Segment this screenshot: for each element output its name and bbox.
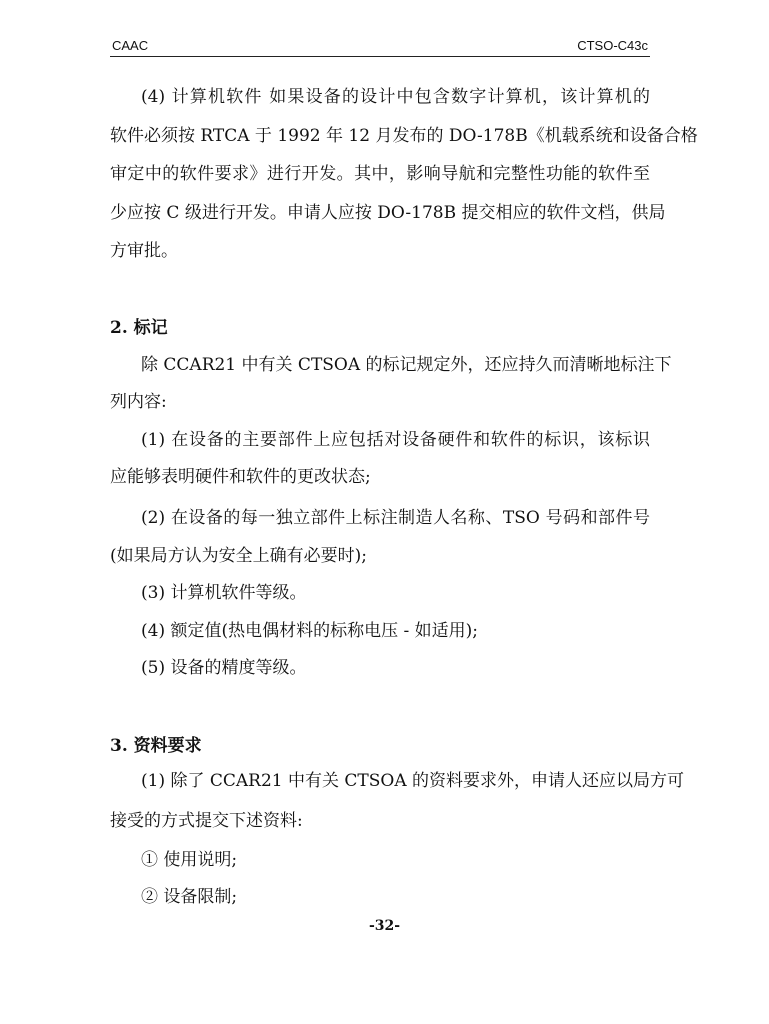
software-para-line-4: 少应按 C 级进行开发。申请人应按 DO-178B 提交相应的软件文档，供局 xyxy=(110,203,666,223)
section-2-item-2-line-2: (如果局方认为安全上确有必要时); xyxy=(110,546,367,566)
section-2-item-1-line-1: (1) 在设备的主要部件上应包括对设备硬件和软件的标识，该标识 xyxy=(141,430,650,450)
section-2-item-2-line-1: (2) 在设备的每一独立部件上标注制造人名称、TSO 号码和部件号 xyxy=(141,508,650,528)
section-2-intro-line-2: 列内容: xyxy=(110,392,167,412)
software-para-line-5: 方审批。 xyxy=(110,241,178,261)
page-header xyxy=(110,38,650,57)
software-para-line-2: 软件必须按 RTCA 于 1992 年 12 月发布的 DO-178B《机载系统和设备合格 xyxy=(110,126,698,146)
page-number: -32- xyxy=(368,918,401,934)
header-left: CAAC xyxy=(112,38,149,53)
section-3-subitem-2: ② 设备限制; xyxy=(141,887,238,907)
section-2-item-4: (4) 额定值(热电偶材料的标称电压 - 如适用); xyxy=(141,621,479,641)
section-2-item-3: (3) 计算机软件等级。 xyxy=(141,583,307,603)
section-2-item-1-line-2: 应能够表明硬件和软件的更改状态; xyxy=(110,467,371,487)
software-para-line-1: (4) 计算机软件 如果设备的设计中包含数字计算机，该计算机的 xyxy=(141,87,650,107)
header-right: CTSO-C43c xyxy=(577,38,648,53)
software-para-line-3: 审定中的软件要求》进行开发。其中，影响导航和完整性功能的软件至 xyxy=(110,164,650,184)
section-2-item-5: (5) 设备的精度等级。 xyxy=(141,658,307,678)
section-3-item-1-line-1: (1) 除了 CCAR21 中有关 CTSOA 的资料要求外，申请人还应以局方可 xyxy=(141,771,685,791)
section-2-intro-line-1: 除 CCAR21 中有关 CTSOA 的标记规定外，还应持久而清晰地标注下 xyxy=(141,355,672,375)
section-3-item-1-line-2: 接受的方式提交下述资料: xyxy=(110,811,303,831)
section-3-subitem-1: ① 使用说明; xyxy=(141,850,238,870)
section-2-heading: 2. 标记 xyxy=(110,318,168,338)
section-3-heading: 3. 资料要求 xyxy=(110,736,202,756)
